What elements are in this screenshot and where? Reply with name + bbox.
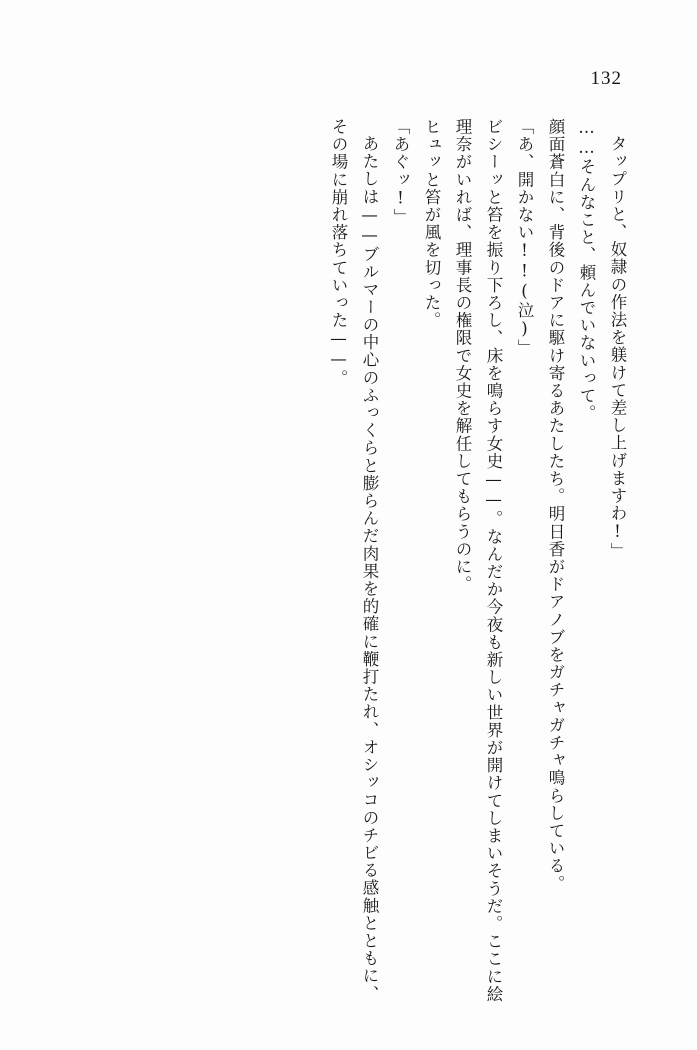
paragraph: ……そんなこと、頼んでいないって。 (577, 118, 596, 423)
paragraph: あたしは——ブルマーの中心のふっくらと膨らんだ肉果を的確に鞭打たれ、オシッコのチビる感触とともに、その場に崩れ落ちていった——。 (329, 118, 379, 1002)
paragraph: ビシーッと笞を振り下ろし、床を鳴らす女史——。なんだか今夜も新しい世界が開けてしまいそうだ。ここに絵理奈がいれば、理事長の権限で女史を解任してもらうのに。 (453, 118, 503, 1003)
body-text-block (213, 118, 633, 1018)
paragraph: タップリと、奴隷の作法を躾けて差し上げますわ!」 (608, 134, 627, 560)
paragraph: 「あ、開かない!!(泣)」 (515, 118, 534, 357)
paragraph: 顔面蒼白に、背後のドアに駆け寄るあたしたち。明日香がドアノブをガチャガチャ鳴らしている。 (546, 118, 565, 893)
paragraph: 「あぐッ!」 (391, 118, 410, 227)
paragraph: ヒュッと笞が風を切った。 (422, 118, 441, 330)
page-number: 132 (590, 68, 622, 89)
